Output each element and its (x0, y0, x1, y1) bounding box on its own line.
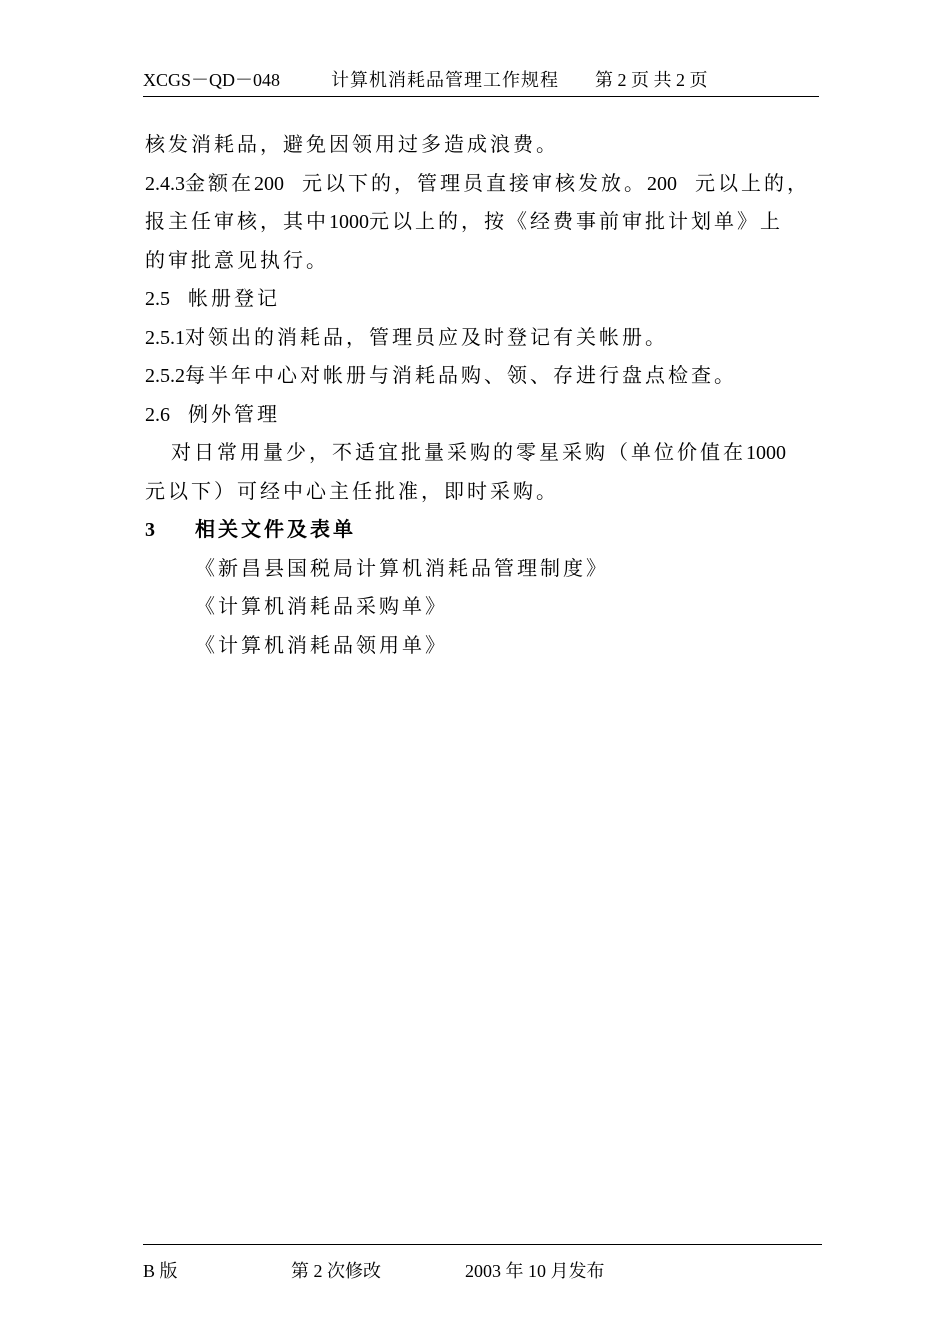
section-2-4-3 (145, 165, 825, 204)
text-segment: 元以上的，按《经费事前审批计划单》上 (369, 211, 783, 233)
page-header (143, 64, 819, 97)
amount-value: 1000 (746, 442, 786, 464)
amount-value: 200 (647, 172, 677, 195)
section-title: 相关文件及表单 (195, 519, 356, 541)
version-label: B 版 (143, 1261, 178, 1281)
text-segment: 金额在 (185, 172, 254, 195)
section-number: 2.4.3 (145, 172, 185, 195)
paragraph-line (145, 242, 825, 281)
section-number: 3 (145, 519, 155, 541)
amount-value: 200 (254, 172, 284, 195)
section-title: 例外管理 (188, 403, 280, 426)
publish-date: 2003 年 10 月发布 (465, 1261, 605, 1281)
paragraph-line (145, 473, 825, 512)
section-3-heading (145, 511, 825, 550)
text-segment: 元以下的，管理员直接审核发放。 (302, 172, 647, 195)
document-title: 计算机消耗品管理工作规程 (331, 70, 559, 90)
section-number: 2.5 (145, 288, 170, 310)
text-line: 的审批意见执行。 (145, 249, 329, 272)
text-line: 元以下）可经中心主任批准，即时采购。 (145, 480, 559, 503)
reference-title: 《计算机消耗品领用单》 (195, 634, 448, 657)
document-body (145, 126, 825, 665)
section-2-5-2 (145, 357, 825, 396)
paragraph-line (145, 434, 825, 473)
section-number: 2.6 (145, 403, 170, 426)
text-segment: 每半年中心对帐册与消耗品购、领、存进行盘点检查。 (185, 365, 737, 387)
paragraph-line (145, 126, 825, 165)
reference-item (145, 588, 825, 627)
paragraph-line (145, 203, 825, 242)
reference-item (145, 550, 825, 589)
text-segment: 对日常用量少，不适宜批量采购的零星采购（单位价值在 (171, 442, 746, 464)
text-segment: 元以上的， (695, 172, 810, 195)
amount-value: 1000 (329, 211, 369, 233)
section-2-5-heading (145, 280, 825, 319)
page-footer (143, 1244, 822, 1281)
section-number: 2.5.2 (145, 365, 185, 387)
text-line: 核发消耗品，避免因领用过多造成浪费。 (145, 134, 559, 156)
reference-title: 《计算机消耗品采购单》 (195, 596, 448, 618)
text-segment: 报主任审核，其中 (145, 211, 329, 233)
reference-title: 《新昌县国税局计算机消耗品管理制度》 (195, 557, 609, 580)
section-2-6-heading (145, 396, 825, 435)
page-number: 第 2 页 共 2 页 (595, 70, 708, 90)
section-number: 2.5.1 (145, 326, 185, 349)
section-title: 帐册登记 (188, 288, 280, 310)
text-segment: 对领出的消耗品，管理员应及时登记有关帐册。 (185, 326, 668, 349)
document-code: XCGS－QD－048 (143, 70, 281, 90)
reference-item (145, 627, 825, 666)
revision-label: 第 2 次修改 (291, 1261, 381, 1281)
section-2-5-1 (145, 319, 825, 358)
